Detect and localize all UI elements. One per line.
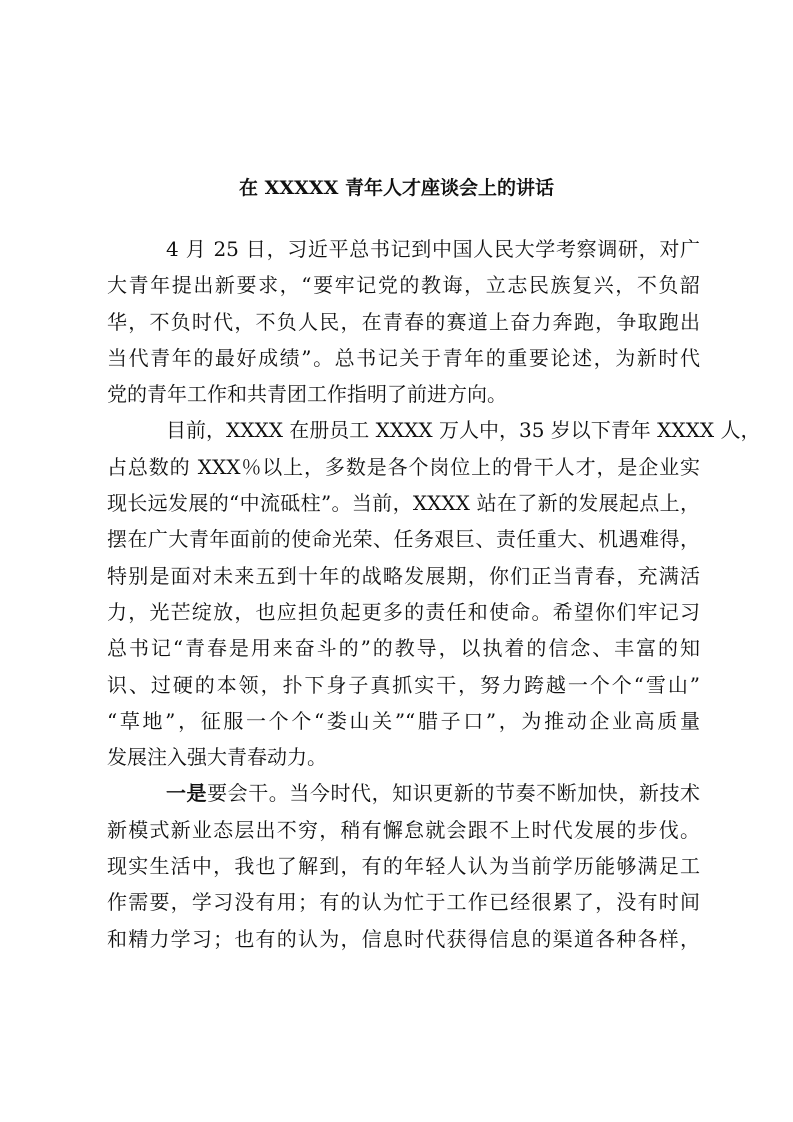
- document-body: [107, 231, 761, 957]
- text-line: 新模式新业态层出不穷，稍有懈怠就会跟不上时代发展的步伐。: [107, 817, 700, 842]
- document-title: 在 XXXXX 青年人才座谈会上的讲话: [239, 177, 554, 199]
- text-line: 发展注入强大青春动力。: [107, 745, 327, 770]
- paragraph-2: [107, 412, 761, 775]
- text-line: 党的青年工作和共青团工作指明了前进方向。: [107, 382, 507, 407]
- text-line: “草地”，征服一个个“娄山关”“腊子口”，为推动企业高质量: [107, 708, 700, 733]
- paragraph-3: [107, 775, 700, 956]
- text-line: 作需要，学习没有用；有的认为忙于工作已经很累了，没有时间: [107, 890, 700, 915]
- text-line: 和精力学习；也有的认为，信息时代获得信息的渠道各种各样，: [107, 926, 700, 951]
- text-line: 目前，XXXX 在册员工 XXXX 万人中，35 岁以下青年 XXXX 人，: [166, 418, 761, 443]
- text-line: 当代青年的最好成绩”。总书记关于青年的重要论述，为新时代: [107, 345, 700, 370]
- text-line: 力，光芒绽放，也应担负起更多的责任和使命。希望你们牢记习: [107, 599, 700, 624]
- text-line: 占总数的 XXX％以上，多数是各个岗位上的骨干人才，是企业实: [107, 454, 700, 479]
- text-line: 特别是面对未来五到十年的战略发展期，你们正当青春，充满活: [107, 563, 700, 588]
- text-line: 识、过硬的本领，扑下身子真抓实干，努力跨越一个个“雪山”: [107, 672, 700, 697]
- text-line: 大青年提出新要求，“要牢记党的教诲，立志民族复兴，不负韶: [107, 273, 700, 298]
- paragraph-1: [107, 231, 700, 412]
- text-line: 现长远发展的“中流砥柱”。当前，XXXX 站在了新的发展起点上，: [107, 491, 700, 516]
- text-line: 摆在广大青年面前的使命光荣、任务艰巨、责任重大、机遇难得，: [107, 527, 700, 552]
- text-line: 4 月 25 日，习近平总书记到中国人民大学考察调研，对广: [166, 237, 700, 261]
- text-line: [107, 775, 700, 811]
- text-line: 现实生活中，我也了解到，有的年轻人认为当前学历能够满足工: [107, 854, 700, 879]
- text-line: 华，不负时代，不负人民，在青春的赛道上奋力奔跑，争取跑出: [107, 309, 700, 334]
- text-span: 要会干。当今时代，知识更新的节奏不断加快，新技术: [207, 781, 701, 806]
- bold-lead: 一是: [166, 781, 208, 806]
- text-line: 总书记“青春是用来奋斗的”的教导，以执着的信念、丰富的知: [107, 636, 700, 661]
